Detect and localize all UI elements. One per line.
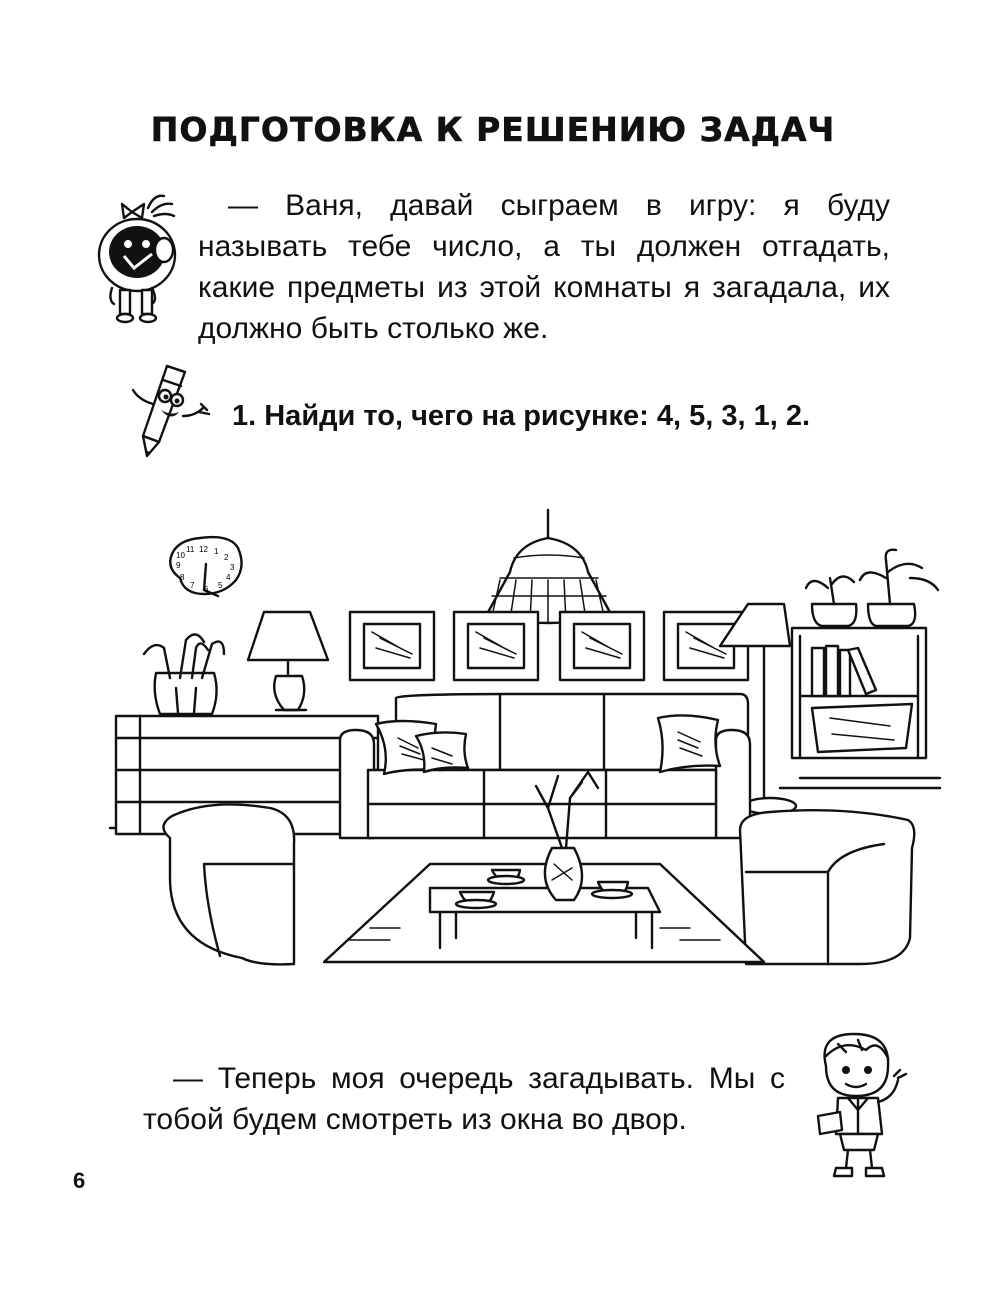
- pencil-mascot-icon: [125, 360, 215, 460]
- outro-text: — Теперь моя очередь загадывать. Мы с тобой будем смотреть из окна во двор.: [143, 1062, 785, 1136]
- task-text: 1. Найди то, чего на рисунке: 4, 5, 3, 1, 2.: [232, 400, 811, 432]
- clock-number: 6: [204, 585, 209, 594]
- robot-girl-icon: [92, 190, 192, 330]
- clock-number: 3: [230, 563, 235, 572]
- boy-icon: [808, 1030, 908, 1180]
- page-number: 6: [73, 1168, 86, 1193]
- clock-number: 4: [226, 573, 231, 582]
- living-room-illustration: [100, 508, 945, 978]
- clock-number: 7: [190, 581, 195, 590]
- clock-number: 11: [186, 545, 195, 554]
- intro-text: — Ваня, давай сыграем в игру: я буду называть тебе число, а ты должен отгадать, какие предметы из этой комнаты я загадала, их должно быть столько же.: [198, 189, 890, 345]
- clock-number: 1: [214, 547, 219, 556]
- clock-number: 5: [218, 581, 223, 590]
- clock-number: 9: [176, 561, 181, 570]
- clock-number: 12: [199, 545, 208, 554]
- clock-number: 8: [180, 573, 185, 582]
- clock-number: 10: [176, 551, 185, 560]
- wall-clock: [170, 537, 241, 596]
- clock-number: 2: [224, 553, 229, 562]
- page-title: ПОДГОТОВКА К РЕШЕНИЮ ЗАДАЧ: [150, 110, 836, 149]
